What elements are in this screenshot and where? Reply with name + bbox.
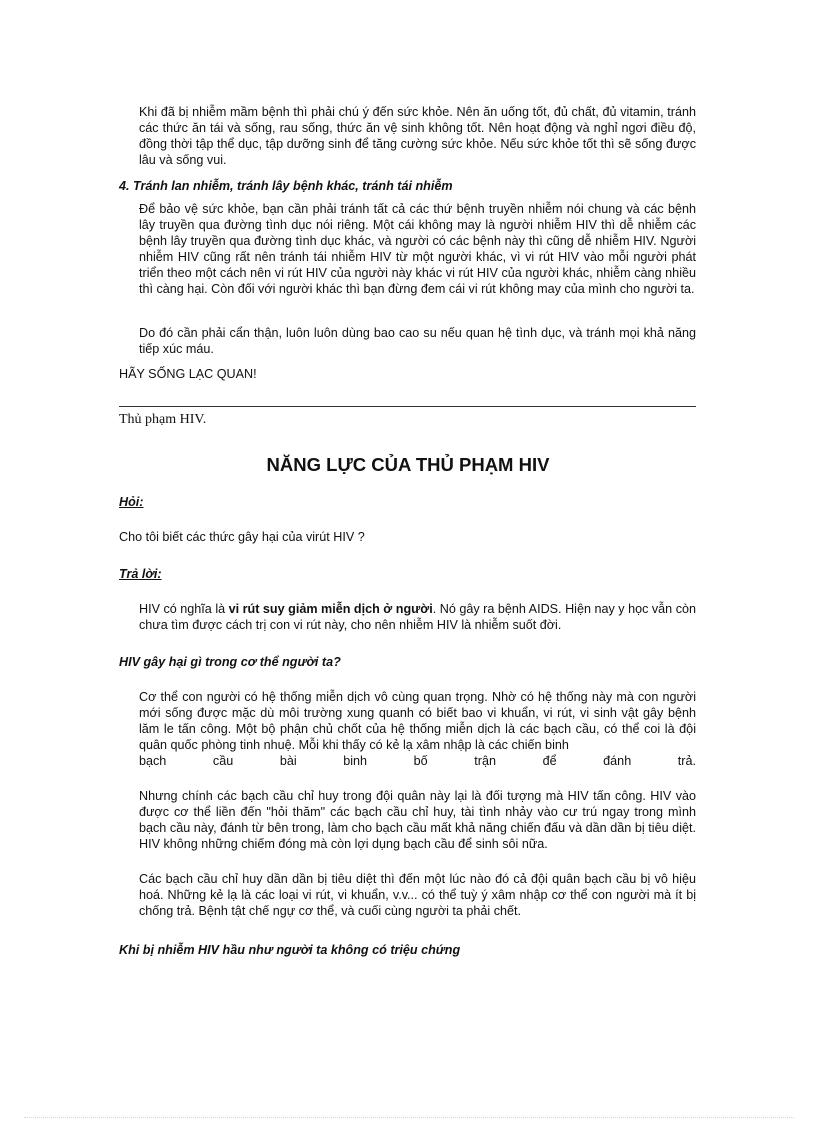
subheading-hiv-harm: HIV gây hại gì trong cơ thể người ta?	[119, 655, 341, 669]
subheading-no-symptoms: Khi bị nhiễm HIV hầu như người ta không có triệu chứng	[119, 943, 461, 957]
answer-paragraph	[139, 601, 696, 633]
page-bottom-border	[24, 1117, 794, 1118]
source-line: Thủ phạm HIV.	[119, 412, 207, 427]
closing-line: HÃY SỐNG LẠC QUAN!	[119, 367, 257, 381]
section4-paragraph-2: Do đó cần phải cẩn thận, luôn luôn dùng bao cao su nếu quan hệ tình dục, và tránh mọi khả năng tiếp xúc máu.	[139, 326, 696, 356]
hiv-attack-paragraph: Nhưng chính các bạch cầu chỉ huy trong đội quân này lại là đối tượng mà HIV tấn công. HIV vào được cơ thể liền đến "hỏi thăm" các bạch cầu chỉ huy, tài tình nhảy vào cư trú ngay trong mình bạch cầu này, đánh từ bên trong, làm cho bạch cầu mất khả năng chiến đấu và dần dần bị tiêu diệt. HIV không những chiếm đóng mà còn lợi dụng bạch cầu để sinh sôi nữa.	[139, 789, 696, 851]
horizontal-rule	[119, 406, 696, 407]
question-label: Hỏi:	[119, 495, 144, 509]
answer-text-bold: vi rút suy giảm miễn dịch ở người	[228, 602, 433, 616]
immune-system-text: Cơ thể con người có hệ thống miễn dịch vô cùng quan trọng. Nhờ có hệ thống này mà con người mới sống được mặc dù môi trường xung quanh có biết bao vi khuẩn, vi rút, vi sinh vật gây bệnh lăm le tấn công. Một bộ phận chủ chốt của hệ thống miễn dịch là các bạch cầu, có thể coi là đội quân quốc phòng tinh nhuệ. Mỗi khi thấy có kẻ lạ xâm nhập là các chiến binh	[139, 690, 696, 752]
immune-collapse-paragraph: Các bạch cầu chỉ huy dần dần bị tiêu diệt thì đến một lúc nào đó cả đội quân bạch cầu bị vô hiệu hoá. Những kẻ lạ là các loại vi rút, vi khuẩn, v.v... có thể tuỳ ý xâm nhập cơ thể con người mà ít bị chống trả. Bệnh tật chế ngự cơ thể, và cuối cùng người ta phải chết.	[139, 872, 696, 918]
immune-system-paragraph	[139, 689, 696, 769]
section3-paragraph: Khi đã bị nhiễm mầm bệnh thì phải chú ý đến sức khỏe. Nên ăn uống tốt, đủ chất, đủ vitamin, tránh các thức ăn tái và sống, rau sống, thức ăn vệ sinh không tốt. Nên hoạt động và nghỉ ngơi điều độ, đồng thời tập thể dục, tập dưỡng sinh để tăng cường sức khỏe. Nếu sức khỏe tốt thì sẽ sống được lâu và sống vui.	[139, 105, 696, 167]
question-text: Cho tôi biết các thức gây hại của virút HIV ?	[119, 530, 365, 544]
answer-text-pre: HIV có nghĩa là	[139, 602, 229, 616]
answer-label: Trả lời:	[119, 567, 162, 581]
section4-paragraph-1: Để bảo vệ sức khỏe, bạn cần phải tránh tất cả các thứ bệnh truyền nhiễm nói chung và các bệnh lây truyền qua đường tình dục nói riêng. Một cái không may là người nhiễm HIV thì dễ nhiễm các bệnh lây truyền qua đường tình dục khác, và người có các bệnh này thì cũng dễ nhiễm HIV. Người nhiễm HIV cũng rất nên tránh tái nhiễm HIV từ một người khác, vì vi rút HIV vào mỗi người phát triển theo một cách nên vi rút HIV của người này khác vi rút HIV của người khác, nhiễm càng nhiều thì càng hại. Còn đối với người khác thì bạn đừng đem cái vi rút không may của mình cho người ta.	[139, 202, 696, 296]
article-title: NĂNG LỰC CỦA THỦ PHẠM HIV	[266, 454, 550, 475]
section4-heading: 4. Tránh lan nhiễm, tránh lây bệnh khác, tránh tái nhiễm	[119, 179, 453, 193]
answer-text-post: . Nó gây ra bệnh AIDS. Hiện nay y học vẫn còn chưa tìm được cách trị con vi rút này, cho nên nhiễm HIV là nhiễm suốt đời.	[139, 602, 696, 632]
immune-system-text-last-line: bạch cầu bài binh bố trận để đánh trả.	[139, 754, 696, 768]
